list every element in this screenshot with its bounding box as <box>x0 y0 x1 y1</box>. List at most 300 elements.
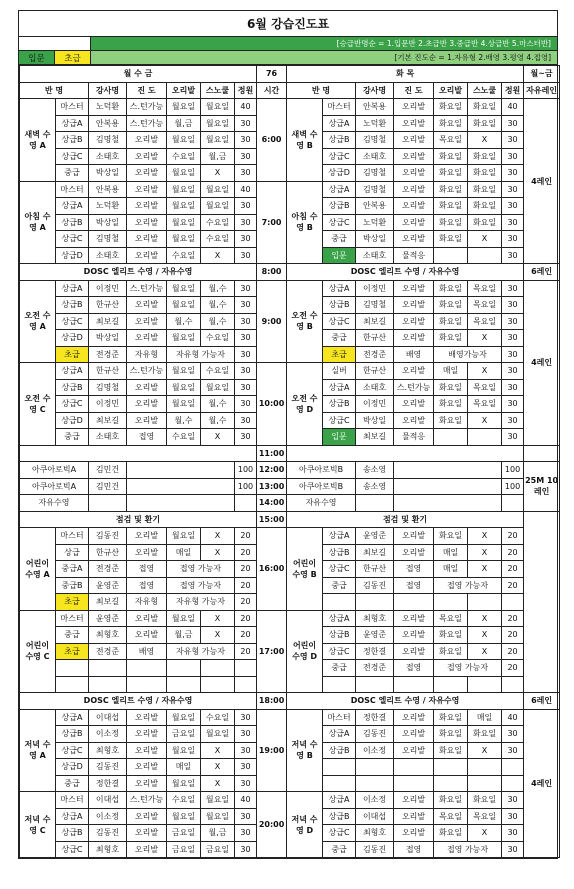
kick-day: 월요일 <box>167 297 201 314</box>
progress: 오리발 <box>394 363 434 380</box>
coach-name: 김동진 <box>356 726 394 743</box>
snorkel-day: X <box>468 742 502 759</box>
capacity: 30 <box>235 313 257 330</box>
program-name: 아쿠아로빅B <box>287 478 356 495</box>
kick-day: 화요일 <box>434 280 468 297</box>
capacity: 30 <box>235 363 257 380</box>
kick-day: 화요일 <box>434 742 468 759</box>
progress: 오리발 <box>127 231 167 248</box>
coach-name: 한규산 <box>89 297 127 314</box>
snorkel-day <box>468 594 502 611</box>
schedule-sheet <box>18 10 558 859</box>
elite-row <box>20 693 560 710</box>
progress: 오리발 <box>127 313 167 330</box>
time-slot: 8:00 <box>257 264 287 281</box>
free-lane: 6레인 <box>524 264 560 281</box>
progress: 오리발 <box>127 841 167 858</box>
class-name: 상급D <box>56 412 89 429</box>
capacity: 30 <box>502 165 524 182</box>
time-slot: 13:00 <box>257 478 287 495</box>
capacity: 30 <box>235 115 257 132</box>
kick-day: 금요일 <box>167 841 201 858</box>
group-label: 어린이 수영 D <box>287 610 323 693</box>
class-name: 상급A <box>56 280 89 297</box>
aqua-row <box>20 462 560 479</box>
class-name: 중급 <box>323 330 356 347</box>
coach-name: 노덕환 <box>356 115 394 132</box>
snorkel-day: 화요일 <box>468 148 502 165</box>
kick-day: 화요일 <box>434 379 468 396</box>
kick-day: 화요일 <box>434 99 468 116</box>
capacity: 20 <box>502 660 524 677</box>
coach-name: 박상일 <box>89 214 127 231</box>
snorkel-day: 화요일 <box>468 99 502 116</box>
class-name: 마스터 <box>56 792 89 809</box>
time-slot: 20:00 <box>257 792 287 858</box>
time-slot: 19:00 <box>257 709 287 792</box>
time-slot: 6:00 <box>257 99 287 182</box>
capacity <box>502 775 524 792</box>
elite-row <box>20 264 560 281</box>
capacity: 30 <box>502 313 524 330</box>
schedule-table <box>19 65 560 858</box>
snorkel-day: X <box>201 429 235 446</box>
table-row <box>20 610 560 627</box>
col-header: 오리발 <box>434 82 468 99</box>
col-header: 정원 <box>502 82 524 99</box>
kick-day: 화요일 <box>434 214 468 231</box>
coach-name: 소태호 <box>356 247 394 264</box>
capacity: 30 <box>235 346 257 363</box>
coach-name <box>89 676 127 693</box>
class-name: 상급C <box>56 396 89 413</box>
progress: 접영 <box>394 841 434 858</box>
class-name: 상급D <box>56 247 89 264</box>
requirement: 자유형 가능자 <box>167 594 235 611</box>
snorkel-day: 수요일 <box>201 214 235 231</box>
kick-day <box>434 429 468 446</box>
progress: 접영 <box>127 577 167 594</box>
capacity: 30 <box>502 363 524 380</box>
progress: 물적응 <box>394 429 434 446</box>
capacity <box>235 660 257 677</box>
snorkel-day: X <box>468 363 502 380</box>
capacity <box>235 495 257 512</box>
progress: 오리발 <box>394 792 434 809</box>
class-name: 상급C <box>323 643 356 660</box>
progress: 오리발 <box>127 544 167 561</box>
progress: 오리발 <box>394 643 434 660</box>
legend-level-row <box>19 37 557 51</box>
capacity: 30 <box>502 214 524 231</box>
kick-day: 화요일 <box>434 231 468 248</box>
class-name: 상급B <box>323 627 356 644</box>
coach-name: 김동진 <box>89 528 127 545</box>
kick-day: 화요일 <box>434 792 468 809</box>
snorkel-day: 월,금 <box>201 148 235 165</box>
progress: 오리발 <box>127 610 167 627</box>
col-header: 강사명 <box>356 82 394 99</box>
snorkel-day: 금요일 <box>201 841 235 858</box>
progress: 스.턴가능 <box>394 379 434 396</box>
snorkel-day <box>201 676 235 693</box>
snorkel-day: 월요일 <box>201 726 235 743</box>
capacity: 30 <box>235 412 257 429</box>
kick-day: 월,수 <box>167 412 201 429</box>
snorkel-day: 월요일 <box>201 379 235 396</box>
kick-day: 화요일 <box>434 198 468 215</box>
class-name: 상급C <box>56 841 89 858</box>
kick-day: 매일 <box>167 759 201 776</box>
col-class: 반 명 <box>287 82 356 99</box>
coach-name <box>356 676 394 693</box>
progress: 스.턴가능 <box>127 363 167 380</box>
snorkel-day: 월요일 <box>201 115 235 132</box>
snorkel-day <box>468 247 502 264</box>
capacity: 40 <box>235 99 257 116</box>
progress: 오리발 <box>394 115 434 132</box>
program-name: 아쿠아로빅A <box>20 478 89 495</box>
progress: 오리발 <box>127 412 167 429</box>
coach-name: 한규산 <box>356 363 394 380</box>
coach-name: 노덕환 <box>356 214 394 231</box>
snorkel-day: X <box>201 759 235 776</box>
time-slot: 9:00 <box>257 280 287 363</box>
kick-day: 수요일 <box>167 792 201 809</box>
class-name: 입문 <box>323 247 356 264</box>
capacity: 30 <box>502 115 524 132</box>
coach-name: 최보길 <box>89 313 127 330</box>
coach-name: 김명철 <box>89 132 127 149</box>
capacity: 30 <box>235 379 257 396</box>
kick-day: 매일 <box>434 544 468 561</box>
snorkel-day: X <box>201 610 235 627</box>
coach-name: 전경준 <box>89 643 127 660</box>
class-name: 상급C <box>56 231 89 248</box>
kick-day: 금요일 <box>167 825 201 842</box>
kick-day <box>434 775 468 792</box>
capacity: 30 <box>235 231 257 248</box>
progress: 배영 <box>394 346 434 363</box>
group-label: 오전 수영 B <box>287 280 323 363</box>
aqua-row <box>20 478 560 495</box>
coach-name: 김명철 <box>356 165 394 182</box>
group-label: 새벽 수영 A <box>20 99 56 182</box>
requirement: 접영 가능자 <box>434 841 502 858</box>
class-name: 상급A <box>323 181 356 198</box>
progress: 자유형 <box>127 346 167 363</box>
snorkel-day: X <box>468 132 502 149</box>
group-label: 어린이 수영 B <box>287 528 323 611</box>
kick-day: 월,수 <box>167 313 201 330</box>
progress: 오리발 <box>394 726 434 743</box>
coach-name: 김명철 <box>356 181 394 198</box>
kick-day: 화요일 <box>434 528 468 545</box>
program-name: 아쿠아로빅B <box>287 462 356 479</box>
capacity: 30 <box>502 792 524 809</box>
snorkel-day: X <box>468 643 502 660</box>
coach-name: 최형호 <box>89 627 127 644</box>
capacity: 20 <box>235 643 257 660</box>
coach-name: 최보길 <box>89 412 127 429</box>
kick-day: 월요일 <box>167 280 201 297</box>
coach-name: 이소정 <box>89 808 127 825</box>
capacity: 20 <box>235 610 257 627</box>
capacity: 20 <box>502 544 524 561</box>
time-row <box>20 445 560 462</box>
table-row <box>20 363 560 380</box>
check-label: 점검 및 환기 <box>20 511 257 528</box>
capacity: 30 <box>235 429 257 446</box>
snorkel-day: 월,수 <box>201 280 235 297</box>
col-free-lane: 자유레인 <box>524 82 560 99</box>
coach-name: 김동진 <box>89 759 127 776</box>
snorkel-day <box>468 775 502 792</box>
coach-name: 최형호 <box>356 610 394 627</box>
snorkel-day <box>468 429 502 446</box>
coach-name: 윤영준 <box>356 528 394 545</box>
snorkel-day: X <box>201 775 235 792</box>
class-name: 상급B <box>323 396 356 413</box>
elite-label: DOSC 엘리트 수영 / 자유수영 <box>287 693 524 710</box>
col-header: 정원 <box>235 82 257 99</box>
coach-name: 한규산 <box>89 544 127 561</box>
table-cell <box>127 462 235 479</box>
coach-name: 이대섭 <box>356 808 394 825</box>
capacity: 30 <box>502 841 524 858</box>
snorkel-day: X <box>468 825 502 842</box>
kick-day: 매일 <box>434 363 468 380</box>
capacity: 30 <box>502 132 524 149</box>
free-lane: 4레인 <box>524 99 560 264</box>
coach-name: 전경준 <box>89 346 127 363</box>
left-days-title: 월 수 금 <box>20 66 257 83</box>
coach-name <box>89 660 127 677</box>
coach-name: 최보길 <box>356 544 394 561</box>
kick-day: 월요일 <box>167 742 201 759</box>
capacity: 30 <box>502 346 524 363</box>
progress: 오리발 <box>127 808 167 825</box>
capacity <box>502 594 524 611</box>
capacity: 30 <box>235 396 257 413</box>
col-header: 오리발 <box>167 82 201 99</box>
header-row-columns <box>20 82 560 99</box>
class-name: 초급 <box>56 643 89 660</box>
class-name: 상급B <box>323 198 356 215</box>
progress: 스.턴가능 <box>127 115 167 132</box>
snorkel-day: X <box>468 610 502 627</box>
coach-name: 김명철 <box>89 379 127 396</box>
capacity: 20 <box>235 561 257 578</box>
snorkel-day: 목요일 <box>468 297 502 314</box>
progress: 오리발 <box>394 297 434 314</box>
capacity: 30 <box>235 165 257 182</box>
progress: 오리발 <box>127 132 167 149</box>
snorkel-day: X <box>201 528 235 545</box>
snorkel-day: 화요일 <box>468 181 502 198</box>
capacity: 30 <box>502 726 524 743</box>
capacity: 30 <box>235 825 257 842</box>
kick-day: 월요일 <box>167 396 201 413</box>
requirement: 접영 가능자 <box>167 577 235 594</box>
progress: 오리발 <box>394 231 434 248</box>
capacity: 30 <box>235 148 257 165</box>
capacity: 30 <box>235 775 257 792</box>
progress: 오리발 <box>394 528 434 545</box>
capacity: 20 <box>235 544 257 561</box>
progress <box>394 775 434 792</box>
capacity: 30 <box>235 330 257 347</box>
kick-day: 월요일 <box>167 528 201 545</box>
coach-name: 김민건 <box>89 478 127 495</box>
coach-name: 한규산 <box>356 330 394 347</box>
header-row-days <box>20 66 560 83</box>
progress: 오리발 <box>127 297 167 314</box>
progress: 오리발 <box>394 313 434 330</box>
group-label: 어린이 수영 A <box>20 528 56 611</box>
class-name: 상급A <box>56 808 89 825</box>
progress: 오리발 <box>127 198 167 215</box>
table-row <box>20 528 560 545</box>
legend-progress-text: [기본 진도순 = 1.자유형 2.배영 3.평영 4.접영] <box>91 51 557 64</box>
coach-name: 김명철 <box>356 132 394 149</box>
progress: 오리발 <box>127 379 167 396</box>
capacity: 30 <box>235 759 257 776</box>
snorkel-day: 월요일 <box>201 792 235 809</box>
coach-name <box>356 759 394 776</box>
col-header: 스노쿨 <box>468 82 502 99</box>
snorkel-day: 월,수 <box>201 412 235 429</box>
class-name: 마스터 <box>56 610 89 627</box>
time-slot: 16:00 <box>257 528 287 611</box>
kick-day: 월요일 <box>167 709 201 726</box>
class-name: 중급 <box>323 660 356 677</box>
class-name: 중급A <box>56 561 89 578</box>
snorkel-day: X <box>201 627 235 644</box>
capacity <box>502 759 524 776</box>
snorkel-day: 목요일 <box>468 379 502 396</box>
program-name: 아쿠아로빅A <box>20 462 89 479</box>
col-class: 반 명 <box>20 82 89 99</box>
capacity: 30 <box>502 412 524 429</box>
mid-number: 76 <box>257 66 287 83</box>
capacity: 20 <box>235 528 257 545</box>
class-name: 중급 <box>56 627 89 644</box>
class-name: 상급B <box>56 726 89 743</box>
kick-day: 목요일 <box>434 808 468 825</box>
kick-day: 화요일 <box>434 115 468 132</box>
coach-name <box>356 495 394 512</box>
progress: 오리발 <box>127 742 167 759</box>
coach-name: 김민건 <box>89 462 127 479</box>
class-name: 초급 <box>323 346 356 363</box>
progress: 오리발 <box>127 396 167 413</box>
coach-name: 김동진 <box>89 825 127 842</box>
col-header: 스노쿨 <box>201 82 235 99</box>
capacity: 20 <box>235 577 257 594</box>
class-name: 상급C <box>323 412 356 429</box>
table-row <box>20 280 560 297</box>
snorkel-day: X <box>468 231 502 248</box>
snorkel-day <box>201 660 235 677</box>
kick-day: 월요일 <box>167 181 201 198</box>
kick-day: 월요일 <box>167 132 201 149</box>
coach-name: 소태호 <box>89 429 127 446</box>
progress: 스.턴가능 <box>127 792 167 809</box>
kick-day: 수요일 <box>167 148 201 165</box>
col-header: 진 도 <box>394 82 434 99</box>
kick-day: 수요일 <box>167 247 201 264</box>
kick-day: 목요일 <box>434 132 468 149</box>
progress: 오리발 <box>394 198 434 215</box>
snorkel-day: 수요일 <box>201 363 235 380</box>
capacity: 30 <box>235 742 257 759</box>
table-cell <box>394 495 502 512</box>
table-cell <box>20 445 257 462</box>
capacity: 20 <box>235 594 257 611</box>
capacity: 30 <box>502 231 524 248</box>
class-name: 중급 <box>323 231 356 248</box>
progress: 오리발 <box>394 181 434 198</box>
coach-name: 정한결 <box>89 775 127 792</box>
capacity: 20 <box>502 627 524 644</box>
table-cell <box>524 445 560 462</box>
class-name: 중급 <box>56 775 89 792</box>
coach-name: 김명철 <box>356 297 394 314</box>
kick-day: 월요일 <box>167 610 201 627</box>
kick-day: 월요일 <box>167 198 201 215</box>
capacity <box>235 676 257 693</box>
group-label: 저녁 수영 D <box>287 792 323 858</box>
requirement: 접영 가능자 <box>434 577 502 594</box>
capacity: 40 <box>502 99 524 116</box>
coach-name: 안복용 <box>89 181 127 198</box>
kick-day <box>434 759 468 776</box>
coach-name: 안복용 <box>89 115 127 132</box>
snorkel-day: X <box>468 561 502 578</box>
progress: 오리발 <box>394 165 434 182</box>
class-name: 마스터 <box>323 709 356 726</box>
time-slot: 15:00 <box>257 511 287 528</box>
coach-name: 최보길 <box>356 429 394 446</box>
coach-name: 박상일 <box>89 330 127 347</box>
snorkel-day: X <box>201 165 235 182</box>
class-name: 상급C <box>323 214 356 231</box>
progress <box>394 676 434 693</box>
snorkel-day: 목요일 <box>468 313 502 330</box>
requirement: 배영가능자 <box>434 346 502 363</box>
class-name: 중급 <box>323 841 356 858</box>
progress: 오리발 <box>394 610 434 627</box>
coach-name: 한규산 <box>356 561 394 578</box>
kick-day: 화요일 <box>434 165 468 182</box>
kick-day <box>434 594 468 611</box>
class-name: 상급A <box>56 709 89 726</box>
progress: 오리발 <box>394 396 434 413</box>
kick-day: 월요일 <box>167 231 201 248</box>
col-header: 진 도 <box>127 82 167 99</box>
capacity: 30 <box>502 181 524 198</box>
time-slot: 14:00 <box>257 495 287 512</box>
coach-name: 이소정 <box>356 742 394 759</box>
capacity <box>502 676 524 693</box>
capacity: 30 <box>502 396 524 413</box>
coach-name: 박상일 <box>356 231 394 248</box>
coach-name <box>89 495 127 512</box>
progress: 오리발 <box>127 148 167 165</box>
capacity: 30 <box>502 808 524 825</box>
table-cell <box>394 462 502 479</box>
